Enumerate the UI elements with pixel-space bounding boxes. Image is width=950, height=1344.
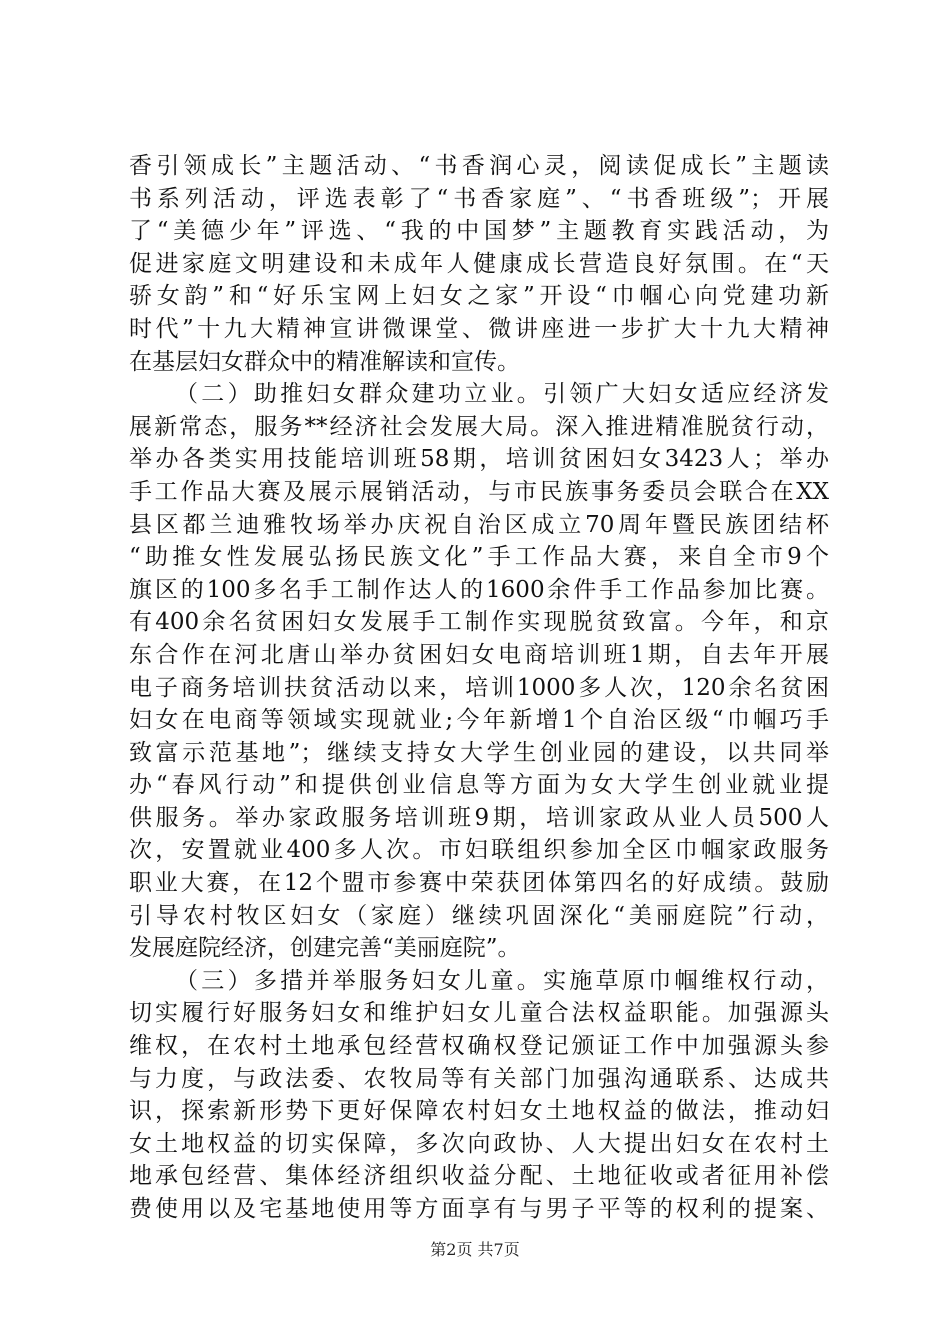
body-line: 东合作在河北唐山举办贫困妇女电商培训班1期，自去年开展 xyxy=(129,641,829,668)
body-line: 举办各类实用技能培训班58期，培训贫困妇女3423人；举办 xyxy=(129,446,829,473)
body-line: 引导农村牧区妇女（家庭）继续巩固深化“美丽庭院”行动， xyxy=(129,902,829,929)
body-line: 展新常态，服务**经济社会发展大局。深入推进精准脱贫行动， xyxy=(129,413,829,440)
document-body xyxy=(129,150,829,1226)
body-line: 在基层妇女群众中的精准解读和宣传。 xyxy=(129,348,520,375)
body-line: 维权，在农村土地承包经营权确权登记颁证工作中加强源头参 xyxy=(129,1033,829,1060)
section-heading-line: （三）多措并举服务妇女儿童。实施草原巾帼维权行动， xyxy=(175,967,829,994)
body-line: 了“美德少年”评选、“我的中国梦”主题教育实践活动，为 xyxy=(129,218,829,245)
body-line: 有400余名贫困妇女发展手工制作实现脱贫致富。今年，和京 xyxy=(129,609,829,636)
body-line: 旗区的100多名手工制作达人的1600余件手工作品参加比赛。 xyxy=(129,576,829,603)
body-line: 次，安置就业400多人次。市妇联组织参加全区巾帼家政服务 xyxy=(129,837,829,864)
page-number-footer: 第2页 共7页 xyxy=(430,1240,520,1259)
body-line: 县区都兰迪雅牧场举办庆祝自治区成立70周年暨民族团结杯 xyxy=(129,511,829,538)
body-line: 电子商务培训扶贫活动以来，培训1000多人次，120余名贫困 xyxy=(129,674,829,701)
body-line: 地承包经营、集体经济组织收益分配、土地征收或者征用补偿 xyxy=(129,1163,829,1190)
body-line: “助推女性发展弘扬民族文化”手工作品大赛，来自全市9个 xyxy=(129,544,829,571)
body-line: 时代”十九大精神宣讲微课堂、微讲座进一步扩大十九大精神 xyxy=(129,315,829,342)
body-line: 识，探索新形势下更好保障农村妇女土地权益的做法，推动妇 xyxy=(129,1098,829,1125)
body-line: 办“春风行动”和提供创业信息等方面为女大学生创业就业提 xyxy=(129,772,829,799)
body-line: 骄女韵”和“好乐宝网上妇女之家”开设“巾帼心向党建功新 xyxy=(129,283,829,310)
body-line: 费使用以及宅基地使用等方面享有与男子平等的权利的提案、 xyxy=(129,1196,829,1222)
body-line: 妇女在电商等领域实现就业;今年新增1个自治区级“巾帼巧手 xyxy=(129,707,830,734)
body-line: 手工作品大赛及展示展销活动，与市民族事务委员会联合在XX xyxy=(129,478,829,505)
body-line: 职业大赛，在12个盟市参赛中荣获团体第四名的好成绩。鼓励 xyxy=(129,870,829,897)
body-line: 书系列活动，评选表彰了“书香家庭”、“书香班级”；开展 xyxy=(129,185,829,212)
body-line: 供服务。举办家政服务培训班9期，培训家政从业人员500人 xyxy=(129,804,829,831)
body-line: 促进家庭文明建设和未成年人健康成长营造良好氛围。在“天 xyxy=(129,250,829,277)
body-line: 致富示范基地”；继续支持女大学生创业园的建设，以共同举 xyxy=(129,739,829,766)
body-line: 切实履行好服务妇女和维护妇女儿童合法权益职能。加强源头 xyxy=(129,1000,829,1027)
body-line: 发展庭院经济，创建完善“美丽庭院”。 xyxy=(129,935,521,962)
section-heading-line: （二）助推妇女群众建功立业。引领广大妇女适应经济发 xyxy=(175,381,829,408)
body-line: 与力度，与政法委、农牧局等有关部门加强沟通联系、达成共 xyxy=(129,1065,829,1092)
body-line: 香引领成长”主题活动、“书香润心灵，阅读促成长”主题读 xyxy=(129,153,829,179)
body-line: 女土地权益的切实保障，多次向政协、人大提出妇女在农村土 xyxy=(129,1130,829,1157)
